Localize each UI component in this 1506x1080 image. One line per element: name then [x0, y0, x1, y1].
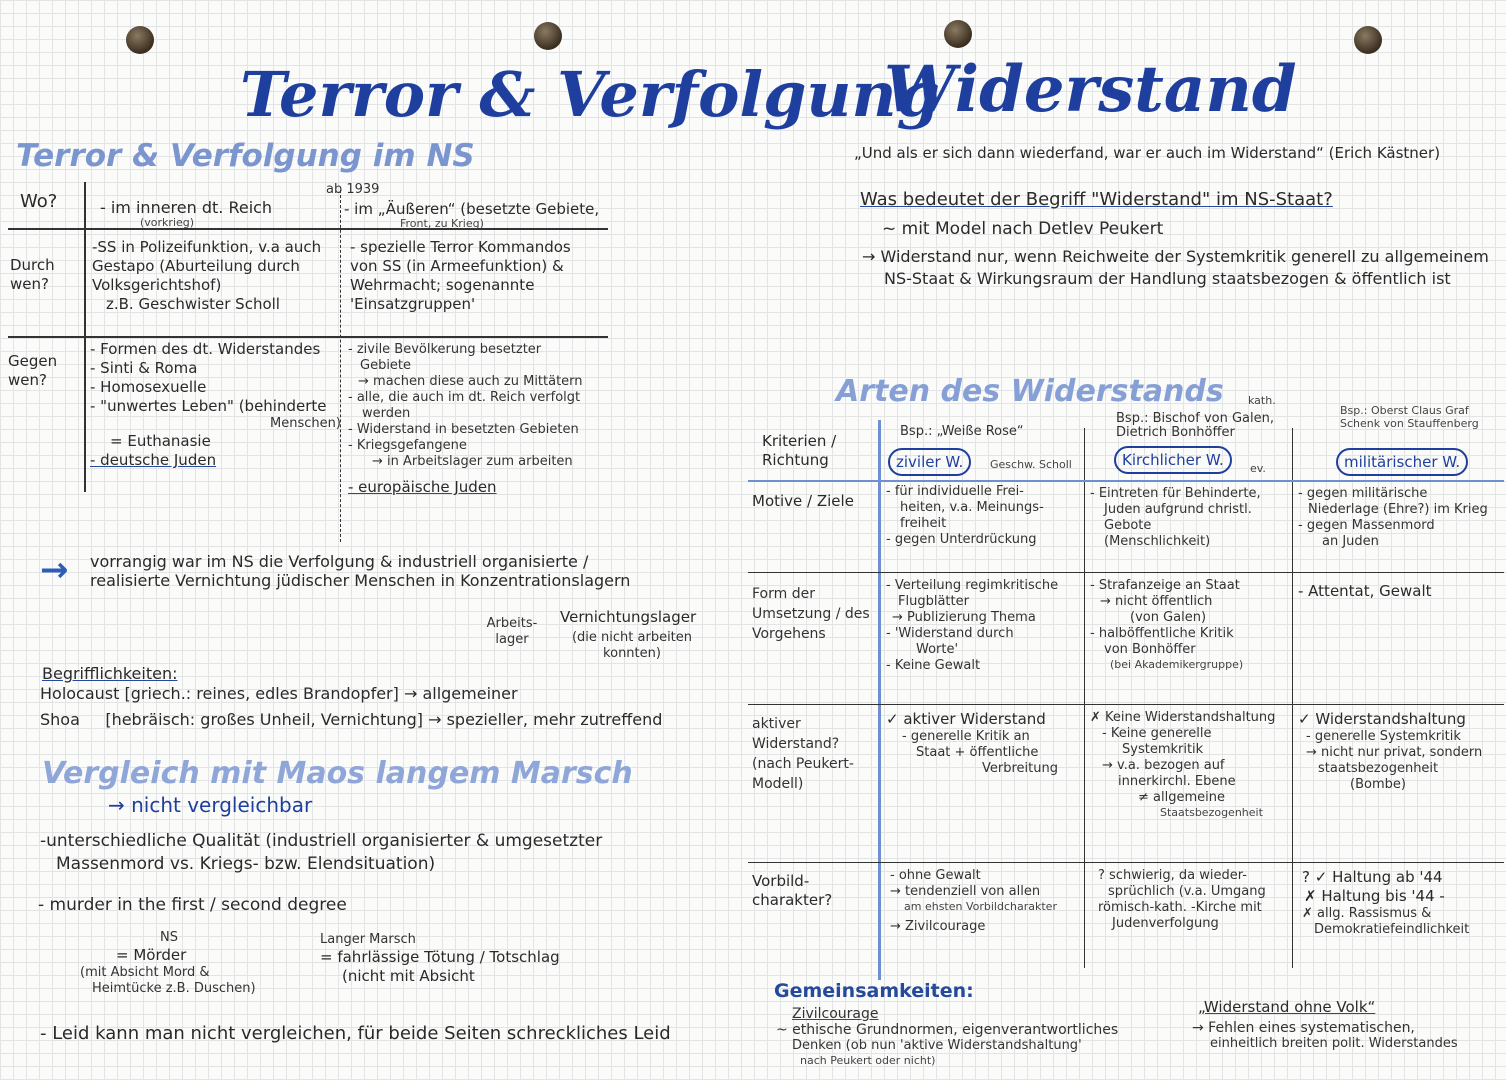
ohne-volk-line: → Fehlen eines systematischen,: [1192, 1020, 1415, 1036]
cell-line: (Menschlichkeit): [1104, 534, 1211, 549]
row-gegen-label: Gegen wen?: [8, 352, 58, 389]
vorrangig-line: vorrangig war im NS die Verfolgung & industriell organisierte /: [90, 552, 589, 571]
model-line: ~ mit Model nach Detlev Peukert: [882, 219, 1164, 239]
cell-line: - Verteilung regimkritische: [886, 578, 1059, 593]
kirchlicher-ev: ev.: [1250, 462, 1266, 475]
begriff-heading: Begrifflichkeiten:: [42, 664, 178, 683]
aktiver-militaer: [1298, 710, 1482, 793]
form-ziviler: [886, 578, 1058, 674]
vorbild-ziviler: [890, 868, 1057, 935]
form-militaer: [1298, 582, 1432, 601]
fahrlaessig-line: = fahrlässige Tötung / Totschlag: [320, 948, 560, 966]
cell-line: (Bombe): [1350, 777, 1406, 792]
holocaust-line: Holocaust [griech.: reines, edles Brandopfer] → allgemeiner: [40, 684, 518, 703]
motive-label: Motive / Ziele: [752, 492, 854, 510]
col-wo: Wo?: [20, 191, 58, 212]
kirchlicher-example: Bsp.: Bischof von Galen, Dietrich Bonhöffer: [1116, 411, 1274, 440]
fahrlaessig-line: (nicht mit Absicht: [342, 967, 475, 985]
gegen-outer-line: - Kriegsgefangene: [348, 438, 467, 453]
qualitaet-line: -unterschiedliche Qualität (industriell organisierter & umgesetzter: [40, 831, 603, 851]
gegen-outer-line: werden: [362, 406, 411, 421]
cell-line: Staat + öffentliche: [916, 745, 1039, 760]
cell-line: am ehsten Vorbildcharakter: [904, 900, 1057, 913]
cell-line: sprüchlich (v.a. Umgang: [1108, 884, 1266, 899]
fahrlaessig-text: [320, 948, 560, 986]
cell-line: Flugblätter: [898, 594, 969, 609]
motive-militaer: [1298, 486, 1488, 550]
gemeinsam-text: [776, 1022, 1118, 1067]
cell-line: - halböffentliche Kritik: [1090, 626, 1234, 641]
question: Was bedeutet der Begriff "Widerstand" im NS-Staat?: [860, 189, 1333, 210]
cell-line: - gegen Massenmord: [1298, 518, 1435, 533]
cell-line: → Publizierung Thema: [892, 610, 1036, 625]
aktiver-kirchlicher: [1090, 710, 1275, 819]
right-page-title: Widerstand: [884, 52, 1297, 127]
cell-line: - gegen militärische: [1298, 486, 1428, 501]
aktiver-ziviler: [886, 710, 1058, 777]
durch-outer-line: Wehrmacht; sogenannte: [350, 276, 535, 294]
gegen-outer-line: - europäische Juden: [348, 478, 497, 496]
col-inner: - im inneren dt. Reich: [100, 198, 273, 217]
table-divider: [1292, 428, 1293, 968]
table-divider: [8, 228, 608, 230]
ohne-volk-text: [1192, 1020, 1458, 1052]
cell-line: Gebote: [1104, 518, 1152, 533]
shoa-line: Shoa [hebräisch: großes Unheil, Vernichtung] → spezieller, mehr zutreffend: [40, 710, 663, 729]
table-divider: [748, 862, 1504, 863]
cell-line: - Keine Gewalt: [886, 658, 981, 673]
table-divider: [878, 420, 881, 980]
gegen-inner-line: Menschen): [270, 416, 341, 431]
cell-line: ✗ Keine Widerstandshaltung: [1090, 710, 1276, 725]
gegen-inner-line: - Sinti & Roma: [90, 359, 198, 377]
leid-line: - Leid kann man nicht vergleichen, für beide Seiten schreckliches Leid: [40, 1023, 671, 1044]
cell-line: - generelle Kritik an: [902, 729, 1030, 744]
arten-heading: Arten des Widerstands: [836, 374, 1224, 409]
cell-line: - für individuelle Frei-: [886, 484, 1024, 499]
moerder-line: (mit Absicht Mord &: [80, 965, 210, 980]
cell-line: ✗ Haltung bis '44 -: [1304, 887, 1445, 905]
gegen-inner-line: - Formen des dt. Widerstandes: [90, 340, 321, 358]
durch-outer-line: von SS (in Armeefunktion) &: [350, 257, 564, 275]
cell-line: Judenverfolgung: [1112, 916, 1219, 931]
left-section-heading: Terror & Verfolgung im NS: [16, 138, 475, 174]
militaer-label: militärischer W.: [1336, 448, 1468, 476]
gegen-inner-line: - deutsche Juden: [90, 451, 217, 469]
cell-line: ✓ Widerstandshaltung: [1298, 710, 1466, 728]
qualitaet-text: [40, 830, 602, 876]
table-divider: [748, 704, 1504, 705]
cell-line: - ohne Gewalt: [890, 868, 981, 883]
ns-label: NS: [160, 930, 178, 945]
cell-line: Juden aufgrund christl.: [1104, 502, 1252, 517]
durch-outer-line: - spezielle Terror Kommandos: [350, 238, 571, 256]
zivilcourage-label: Zivilcourage: [792, 1006, 879, 1022]
cell-line: (von Galen): [1130, 610, 1207, 625]
cell-line: ✗ allg. Rassismus &: [1302, 906, 1432, 921]
murder-line: - murder in the first / second degree: [38, 895, 347, 915]
motive-ziviler: [886, 484, 1044, 548]
form-kirchlicher: [1090, 578, 1243, 671]
cell-line: Worte': [916, 642, 959, 657]
binder-hole-3: [944, 20, 972, 48]
left-page-title: Terror & Verfolgung: [240, 58, 940, 131]
gemeinsam-line: nach Peukert oder nicht): [800, 1054, 936, 1067]
cell-line: Verbreitung: [982, 761, 1058, 776]
durch-outer-cell: [350, 238, 571, 314]
form-label: Form der Umsetzung / des Vorgehens: [752, 586, 870, 642]
col-outer-note: Front, zu Krieg): [400, 217, 484, 230]
gegen-outer-cell: [348, 342, 583, 497]
qualitaet-line: Massenmord vs. Kriegs- bzw. Elendsituation): [56, 854, 436, 874]
cell-line: Demokratiefeindlichkeit: [1314, 922, 1470, 937]
vorrangig-line: realisierte Vernichtung jüdischer Menschen in Konzentrationslagern: [90, 571, 631, 590]
cell-line: - 'Widerstand durch: [886, 626, 1014, 641]
binder-hole-4: [1354, 26, 1382, 54]
gemeinsam-line: ~ ethische Grundnormen, eigenverantwortliches: [776, 1022, 1119, 1038]
ohne-volk-line: einheitlich breiten polit. Widerstandes: [1210, 1036, 1458, 1051]
cell-line: - Keine generelle: [1102, 726, 1212, 741]
motive-kirchlicher: [1090, 486, 1261, 550]
table-divider: [748, 572, 1504, 573]
vorrangig-text: [90, 552, 630, 590]
cell-line: (bei Akademikergruppe): [1110, 658, 1244, 671]
cell-line: innerkirchl. Ebene: [1118, 774, 1236, 789]
quote: „Und als er sich dann wiederfand, war er auch im Widerstand“ (Erich Kästner): [854, 144, 1441, 162]
cell-line: - gegen Unterdrückung: [886, 532, 1037, 547]
definition-line: → Widerstand nur, wenn Reichweite der Systemkritik generell zu allgemeinem: [862, 247, 1489, 266]
ohne-volk-heading: „Widerstand ohne Volk“: [1198, 998, 1376, 1016]
cell-line: → Zivilcourage: [890, 919, 986, 934]
vorbild-label: Vorbild-charakter?: [752, 872, 833, 909]
kriterien-header: Kriterien / Richtung: [762, 432, 837, 469]
gemeinsam-heading: Gemeinsamkeiten:: [774, 980, 974, 1002]
gegen-inner-line: - Homosexuelle: [90, 378, 207, 396]
cell-line: ≠ allgemeine: [1138, 790, 1225, 805]
vorbild-militaer: [1302, 868, 1469, 938]
langer-marsch-label: Langer Marsch: [320, 932, 416, 947]
gegen-outer-line: - Widerstand in besetzten Gebieten: [348, 422, 579, 437]
gegen-outer-line: → in Arbeitslager zum arbeiten: [372, 454, 573, 469]
table-divider: [748, 480, 1504, 482]
cell-line: - Strafanzeige an Staat: [1090, 578, 1240, 593]
gegen-outer-line: Gebiete: [360, 358, 412, 373]
vorbild-kirchlicher: [1098, 868, 1266, 932]
cell-line: → v.a. bezogen auf: [1102, 758, 1225, 773]
cell-line: Systemkritik: [1122, 742, 1204, 757]
cell-line: ✓ aktiver Widerstand: [886, 710, 1046, 728]
durch-inner-line: Gestapo (Aburteilung durch: [92, 257, 300, 275]
cell-line: von Bonhöffer: [1104, 642, 1196, 657]
kirchlicher-kath: kath.: [1248, 394, 1276, 407]
right-arrow-icon: →: [40, 550, 69, 590]
binder-hole-2: [534, 22, 562, 50]
gemeinsam-line: Denken (ob nun 'aktive Widerstandshaltung': [792, 1038, 1082, 1053]
gegen-inner-line: - "unwertes Leben" (behinderte: [90, 397, 327, 415]
durch-inner-cell: [92, 238, 321, 314]
arbeitslager-label: Arbeits- lager: [486, 616, 538, 647]
cell-line: ? schwierig, da wieder-: [1098, 868, 1247, 883]
cell-line: Staatsbezogenheit: [1160, 806, 1263, 819]
cell-line: → tendenziell von allen: [890, 884, 1041, 899]
cell-line: freiheit: [900, 516, 947, 531]
durch-inner-line: -SS in Polizeifunktion, v.a auch: [92, 238, 322, 256]
col-outer: - im „Äußeren“ (besetzte Gebiete,: [344, 200, 600, 218]
gegen-outer-line: - zivile Bevölkerung besetzter: [348, 342, 542, 357]
durch-outer-line: 'Einsatzgruppen': [350, 295, 476, 313]
cell-line: heiten, v.a. Meinungs-: [900, 500, 1044, 515]
gegen-inner-line: = Euthanasie: [110, 432, 211, 450]
durch-inner-line: z.B. Geschwister Scholl: [106, 295, 280, 313]
gegen-inner-cell: [90, 340, 341, 470]
cell-line: - Eintreten für Behinderte,: [1090, 486, 1261, 501]
vernichtungslager-note: (die nicht arbeiten konnten): [571, 630, 693, 661]
moerder-line: Heimtücke z.B. Duschen): [92, 981, 256, 996]
cell-line: → nicht öffentlich: [1100, 594, 1213, 609]
definition-line: NS-Staat & Wirkungsraum der Handlung staatsbezogen & öffentlich ist: [884, 269, 1451, 288]
militaer-example: Bsp.: Oberst Claus Graf Schenk von Stauffenberg: [1340, 404, 1479, 430]
cell-line: → nicht nur privat, sondern: [1306, 745, 1483, 760]
definition-text: [862, 246, 1489, 290]
vernichtungslager-label: Vernichtungslager: [560, 608, 697, 626]
col-outer-year: ab 1939: [326, 182, 380, 197]
moerder-text: [80, 946, 256, 997]
col-inner-note: (vorkrieg): [140, 216, 195, 229]
aktiver-label: aktiver Widerstand? (nach Peukert-Modell): [752, 716, 854, 792]
cell-line: ? ✓ Haltung ab '44: [1302, 868, 1443, 886]
cell-line: an Juden: [1322, 534, 1379, 549]
cell-line: römisch-kath. -Kirche mit: [1098, 900, 1262, 915]
row-durch-label: Durch wen?: [10, 256, 55, 293]
moerder-line: = Mörder: [116, 946, 187, 964]
durch-inner-line: Volksgerichtshof): [92, 276, 222, 294]
table-divider: [1084, 428, 1085, 968]
cell-line: - generelle Systemkritik: [1306, 729, 1461, 744]
kirchlicher-label: Kirchlicher W.: [1114, 446, 1232, 474]
gegen-outer-line: → machen diese auch zu Mittätern: [358, 374, 583, 389]
ziviler-note: Geschw. Scholl: [990, 458, 1072, 471]
gegen-outer-line: - alle, die auch im dt. Reich verfolgt: [348, 390, 581, 405]
ziviler-example: Bsp.: „Weiße Rose“: [900, 424, 1024, 439]
cell-line: Niederlage (Ehre?) im Krieg: [1308, 502, 1488, 517]
cell-line: - Attentat, Gewalt: [1298, 582, 1432, 600]
vergleich-heading: Vergleich mit Maos langem Marsch: [42, 756, 633, 791]
ziviler-label: ziviler W.: [888, 448, 971, 476]
table-divider: [8, 336, 608, 338]
cell-line: staatsbezogenheit: [1318, 761, 1439, 776]
nicht-vergleichbar: → nicht vergleichbar: [108, 793, 313, 817]
binder-hole-1: [126, 26, 154, 54]
